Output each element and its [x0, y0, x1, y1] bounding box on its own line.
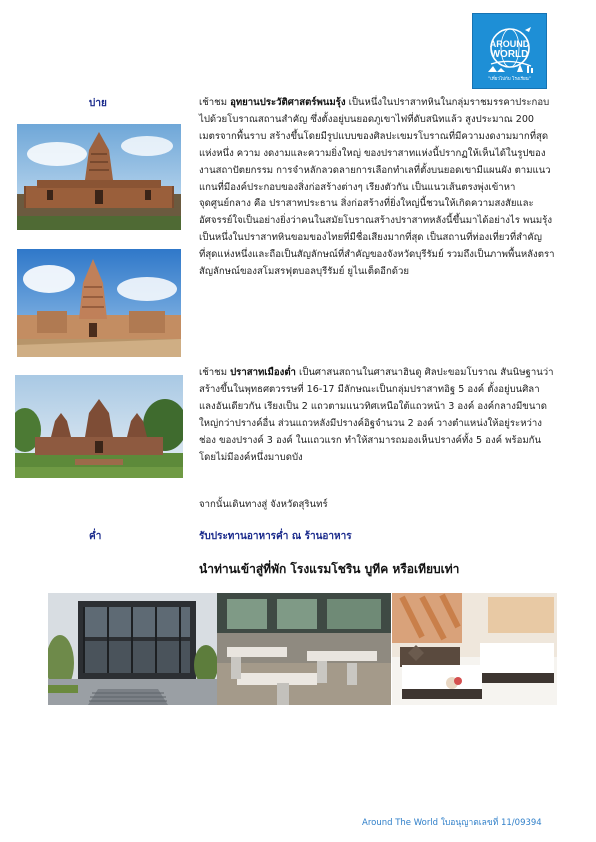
- attraction-name-phanom-rung: อุทยานประวัติศาสตร์พนมรุ้ง: [230, 97, 346, 108]
- phanom-rung-tower-photo: [17, 249, 181, 357]
- company-logo: [472, 13, 547, 89]
- dinner-text: รับประทานอาหารค่ำ ณ ร้านอาหาร: [199, 531, 352, 542]
- mueang-tam-paragraph: [199, 365, 556, 466]
- logo-line-2: WORLD: [490, 49, 529, 60]
- paragraph-body: เป็นหนึ่งในปราสาทหินในกลุ่มราชมรรคาประกอบไปด้วยโบราณสถานสำคัญ ซึ่งตั้งอยู่บนยอดภูเขาไฟที่ดับสนิทแล้ว สูงประมาณ 200 เมตรจากพื้นราบ สร้างขึ้นโดยมีรูปแบบของศิลปะเขมรโบราณที่มีความงดงามมากที่สุดแห่งหนึ่ง ความ งดงามและความยิ่งใหญ่ ของปราสาทแห่งนี้ปรากฏให้เห็นได้ในรูปของงานสถาปัตยกรรม การจำหลักลวดลายการเลือกทำเลที่ตั้งบนยอดเขามีแผนผัง ตามแนวแกนที่มีองค์ประกอบของสิ่งก่อสร้างต่างๆ เรียงตัวกัน เป็นแนวเส้นตรงพุ่งเข้าหาจุดศูนย์กลาง คือ ปราสาทประธาน สิ่งก่อสร้างที่ยิ่งใหญ่นี้ชวนให้เกิดความสงสัยและอัศจรรย์ใจเป็นอย่างยิ่งว่าคนในสมัยโบราณสร้างปราสาทหลังนี้ขึ้นมาได้อย่างไร พนมรุ้งเป็นหนึ่งในปราสาทหินขอมของไทยที่มีชื่อเสียงมากที่สุด เป็นสถานที่ท่องเที่ยวที่สำคัญที่สุดแห่งหนึ่งและถือเป็นสัญลักษณ์ที่สำคัญของจังหวัดบุรีรัมย์ รวมถึงเป็นภาพพื้นหลังตราสัญลักษณ์ของสโมสรฟุตบอลบุรีรัมย์ ยูไนเต็ดอีกด้วย: [199, 97, 555, 278]
- prasat-mueang-tam-photo: [15, 375, 183, 478]
- paragraph-lead: เช้าชม: [199, 367, 231, 378]
- logo-tagline: "เที่ยวไปกับ โรงเรียน": [488, 77, 531, 82]
- hotel-restaurant-photo: [217, 593, 391, 705]
- travel-line: จากนั้นเดินทางสู่ จังหวัดสุรินทร์: [199, 499, 328, 510]
- afternoon-label: บ่าย: [89, 98, 107, 109]
- paragraph-body: เป็นศาสนสถานในศาสนาฮินดู ศิลปะขอมโบราณ สันนิษฐานว่าสร้างขึ้นในพุทธศตวรรษที่ 16-17 มีลักษณะเป็นกลุ่มปราสาทอิฐ 5 องค์ ตั้งอยู่บนศิลาแลงอันเดียวกัน เรียงเป็น 2 แถวตามแนวทิศเหนือใต้แถวหน้า 3 องค์ องค์กลางมีขนาดใหญ่กว่าปรางค์อื่น ส่วนแถวหลังมีปรางค์อิฐจำนวน 2 องค์ วางตำแหน่งให้อยู่ระหว่างช่อง ของปรางค์ 3 องค์ ในแถวแรก ทำให้สามารถมองเห็นปรางค์ทั้ง 5 องค์ พร้อมกันโดยไม่มีองค์หนึ่งมาบดบัง: [199, 367, 554, 463]
- logo-line-1: AROUND: [489, 39, 530, 49]
- footer-license: Around The World ใบอนุญาตเลขที่ 11/09394: [362, 818, 542, 828]
- paragraph-lead: เช้าชม: [199, 97, 231, 108]
- hotel-text: นำท่านเข้าสู่ที่พัก โรงแรมโชริน บูทีค หรือเทียบเท่า: [199, 562, 460, 576]
- evening-label: ค่ำ: [89, 531, 102, 542]
- phanom-rung-paragraph: [199, 95, 556, 281]
- attraction-name-mueang-tam: ปราสาทเมืองต่ำ: [230, 367, 296, 378]
- hotel-bedroom-photo: [392, 593, 557, 705]
- hotel-exterior-photo: [48, 593, 217, 705]
- phanom-rung-front-photo: [17, 124, 181, 230]
